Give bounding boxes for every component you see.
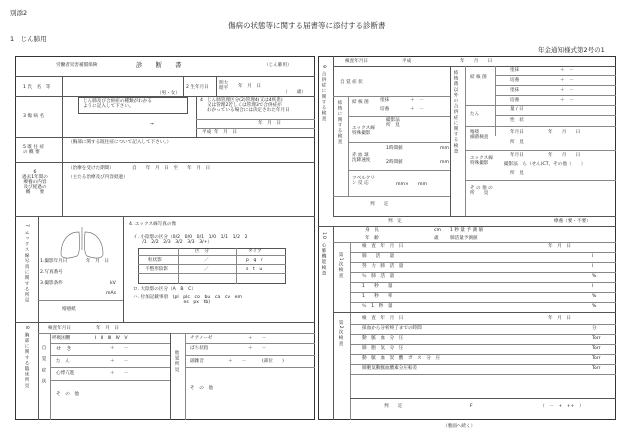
pm-2: ＋ － (110, 359, 129, 364)
name-label: 1 氏 名 等 (23, 85, 51, 90)
continue-note: （裏面へ続く） (443, 424, 476, 429)
s1-label-1: 肺 活 量 (362, 254, 395, 259)
r-tb: 結 核 菌 (352, 100, 369, 105)
s2-label-3: 肺 胞 気 分 圧 (362, 346, 404, 351)
s1-unit-6: % (592, 304, 597, 309)
s1-unit-4: l (592, 284, 594, 289)
heisei-label: 平成 (202, 130, 212, 135)
objective-label: 他覚所見 (174, 350, 179, 373)
r2-pm-4: ＋ － (560, 98, 574, 103)
xray-section-label: 7 エックス線写真に関する所見 (24, 224, 29, 304)
fev1-pred-label: 1 秒 量 予 測 値 (450, 228, 484, 233)
treat-verdict-value: 療養（要・不要） (554, 219, 591, 224)
s2-unit-0: 年 月 日 (548, 316, 571, 321)
arrow: → (150, 122, 154, 127)
stu-types: s t u (246, 267, 263, 272)
sec10-label: 10 心肺機能検査 (321, 232, 326, 276)
other-comp-label: 結核菌以外の合併症に関する検査 (453, 70, 458, 154)
doc-id: 別添2 (10, 9, 28, 17)
r2-other-findings: そ の 他 の 所 見 (470, 186, 493, 196)
birth-ymd: 年 月 日 (238, 84, 261, 89)
s2-label-1: 採血から分析終了までの時間 (362, 326, 422, 331)
treatment-note: （主たる治療及び内容経過） (68, 175, 128, 180)
func-verdict-grades: （ － + ++ ） (540, 404, 584, 409)
age-label-r: 年 齢 (365, 236, 379, 241)
s1-label-4: 1 秒 量 (362, 284, 393, 289)
r-xray-special: エックス線 特殊撮影 (352, 126, 375, 136)
r2-bac-finding: 所 見 (510, 140, 524, 145)
r2-xray-date: 年月日 (510, 153, 524, 158)
s2-unit-4: Torr (592, 356, 601, 361)
objective-other: そ の 他 (190, 386, 213, 391)
document-title: 傷病の状態等に関する届書等に添付する診断書 (228, 21, 386, 30)
s2-label-2: 動 脈 血 分 圧 (362, 336, 404, 341)
r-heisei: 平成 (402, 59, 412, 64)
r-tb-pm-1: ＋ － (410, 98, 424, 103)
insurer-label: 労働者災害補償保険 (56, 63, 98, 68)
subjective-rows (56, 346, 72, 352)
additional-notes: ハ. 付加記載事項 (pl plc co bu ca cv em es px tb) (133, 295, 242, 305)
symptom-sputum: た ん (56, 359, 70, 364)
history-note: （胸部に関する既往症について記入して下さい。） (68, 140, 172, 145)
r-esr-mm-2: mm (440, 160, 449, 165)
s1-unit-2: l (592, 264, 594, 269)
dyspnea-grades: Ⅰ Ⅱ Ⅲ Ⅳ Ⅴ (95, 336, 128, 341)
item4-ymd-1: 年 月 日 (258, 121, 281, 126)
exam-date-label: 検査年月日 (48, 326, 71, 331)
voltage-label: 3.撮影条件 (40, 281, 63, 286)
s2-unit-2: Torr (592, 336, 601, 341)
r-esr-mm-1: mm (440, 146, 449, 151)
s2-unit-5: Torr (592, 366, 601, 371)
disease-note: じん肺及び合併症の種類がわかる ように記入して下さい。 (83, 99, 152, 109)
r2-ct: 撮影法 ら（せん)CT、その他（ ） (504, 162, 586, 167)
r-esr: 赤 血 球 沈降速度 (352, 153, 371, 163)
r2-sputum-prop: 性 状 (510, 118, 524, 123)
age-label: （ 歳） (283, 90, 306, 95)
image-title: 4. エックス線写真の像 (129, 222, 177, 227)
s1-label-2: 努 力 肺 活 量 (362, 264, 404, 269)
pm-3: ＋ － (110, 371, 129, 376)
r2-sputum: たん (470, 112, 480, 117)
func-verdict-F: F (470, 404, 473, 409)
r-tuberculin: ツベルクリ ン 反 応 (352, 176, 375, 186)
film-label: 2.写真番号 (40, 270, 63, 275)
symptom-cough: せ き (56, 346, 72, 352)
pm-1: ＋ － (110, 346, 129, 351)
step2-label: 第2次検査 (338, 320, 343, 347)
r-shadow-site: 撮影法 所 見 (386, 118, 400, 128)
r2-culture-1: 培養 (510, 78, 520, 83)
func-verdict-label: 判 定 (384, 404, 403, 409)
section-label: 1 じん肺用 (10, 35, 47, 43)
dyspnea-label: 呼吸困難 (52, 336, 71, 341)
step1-label: 第1次検査 (338, 252, 343, 279)
kind-label: （じん肺用） (264, 63, 292, 68)
r-tb-pm-2: ＋ － (410, 107, 424, 112)
r2-pm-1: ＋ － (560, 68, 574, 73)
kubun-header: 区 分 (195, 249, 209, 254)
symptom-other: そ の 他 (56, 392, 79, 397)
r-tb-culture: 培養 (380, 107, 390, 112)
r-tb-smear: 塗抹 (380, 98, 390, 103)
rales-site: (部位 ) (262, 359, 284, 364)
kv-unit: kV (110, 281, 116, 286)
r-esr-2h: 2時間値 (386, 160, 403, 165)
pm-clubbing: ＋ － (248, 346, 267, 351)
s2-unit-3: Torr (592, 346, 601, 351)
height-label: 身 長 (365, 228, 379, 233)
lung-diagram (55, 224, 110, 262)
sex-label: （男・女） (157, 91, 180, 96)
birth-era: 明大 昭平 (219, 81, 229, 91)
pm-cyanosis: ＋ － (248, 336, 267, 341)
sec9-label: 9 合併症に関する検査 (321, 65, 326, 122)
exam-date-ymd: 年 月 日 (96, 326, 119, 331)
r-tuberculin-mm: mm× mm (396, 182, 427, 187)
s1-label-0: 検 査 年 月 日 (362, 244, 404, 249)
pm-rales: ＋ － (228, 359, 247, 364)
mas-unit: mAs (106, 291, 117, 296)
s2-label-5: 肺胞気動脈血酸素分圧較差 (362, 366, 418, 371)
r2-smear-1: 塗抹 (510, 68, 520, 73)
slash-1: ／ (204, 258, 209, 263)
r2-xray-ymd: 年 月 日 (548, 153, 581, 158)
r-tb-verdict: 判 定 (370, 202, 389, 207)
age-unit: 歳 (434, 236, 439, 241)
r-esr-1h: 1時間値 (386, 146, 403, 151)
r2-sputum-amount: 量 / 日 (510, 107, 524, 112)
cyanosis-label: チアノーゼ (190, 336, 213, 341)
r2-tb: 結 核 菌 (470, 75, 487, 80)
xray-date-ymd: 年 月 日 (86, 259, 109, 264)
tb-label: 結核に関する検査 (337, 100, 342, 145)
period-dates: 自 年 月 日 至 年 月 日 (132, 166, 211, 171)
r2-bac-date: 年月日 (510, 130, 524, 135)
irregular-shadow-label: 不整形陰影 (145, 267, 168, 272)
height-unit: cm (434, 228, 442, 233)
r2-xray: エックス線 特殊撮影 (470, 156, 493, 166)
subjective-label: 自 覚 症 状 (41, 345, 46, 385)
s2-unit-1: 分 (592, 326, 597, 331)
slash-2: ／ (204, 267, 209, 272)
r2-pm-3: ＋ － (560, 88, 574, 93)
r-exam-date: 検査年月日 (345, 59, 368, 64)
small-shadow: イ. 小陰影の区分（0/2 0/0 0/1 1/0 1/1 1/2 2 /1 2/2 2/3 3/2 3/3 3/+） (133, 235, 248, 245)
birth-label: 2 生年月日 (186, 85, 209, 90)
history-label: 5 既 往 症 の 概 要 (23, 145, 45, 155)
diag-label: 診 断 書 (136, 61, 182, 69)
s1-unit-5: % (592, 294, 597, 299)
r-ymd: 年 月 日 (460, 59, 493, 64)
round-shadow-label: 粒状影 (148, 258, 162, 263)
clubbing-label: ばち状指 (190, 346, 209, 351)
s1-label-3: ％ 肺 活 量 (362, 274, 395, 279)
item4-ymd-2: 年 月 日 (214, 130, 237, 135)
item4-number: 4 (200, 98, 203, 103)
clinical-section-label: 8 胸部に関する臨床所見 (24, 326, 29, 389)
item4-note: じん肺管理区分(2)管理4(又は4疾患) 又は管理2若しくは管理3で合併症が わかっている場合には決定された年月日 (207, 98, 290, 113)
large-shadow: ロ. 大陰影の区分（A B C） (133, 287, 196, 292)
r2-pm-2: ＋ － (560, 78, 574, 83)
r2-xray-finding: 所 見 (510, 171, 524, 176)
s2-label-4: 動 脈 血 炭 酸 ガ ス 分 圧 (362, 356, 441, 361)
r2-bacteria: 喀痰 細菌検査 (470, 130, 489, 140)
period-label: （治療を受けた期間） (68, 166, 114, 171)
r2-culture-2: 培養 (510, 98, 520, 103)
treatment-label: 6 過去1年間の 療養の内容 及び経過の 概 要 (22, 170, 48, 195)
form-number: 年金通知様式第2号の1 (538, 46, 605, 54)
xray-date-label: 1.撮影年月日 (40, 259, 68, 264)
fvc-pred-label: 肺活量予測値 (450, 236, 478, 241)
r2-bac-ymd: 年 月 日 (548, 130, 581, 135)
disease-label: 3 傷 病 名 (23, 114, 45, 119)
s1-unit-1: l (592, 254, 594, 259)
treat-verdict-label: 判 定 (388, 219, 402, 224)
symptom-palpitation: 心悸亢進 (56, 371, 75, 376)
s1-unit-0: 年 月 日 (548, 244, 571, 249)
s1-unit-3: % (592, 274, 597, 279)
r-subj: 自 覚 症 状 (340, 80, 363, 85)
s1-label-5: 1 秒 率 (362, 294, 393, 299)
s2-label-0: 検 査 年 月 日 (362, 316, 404, 321)
enhanced-label: 増感紙 (62, 307, 76, 312)
type-header: タイプ (248, 249, 262, 254)
rales-label: 副雑音 (190, 359, 204, 364)
s1-label-6: ％ 1 秒 量 (362, 304, 393, 309)
pqr-types: p q r (246, 258, 263, 263)
r2-smear-2: 塗抹 (510, 88, 520, 93)
